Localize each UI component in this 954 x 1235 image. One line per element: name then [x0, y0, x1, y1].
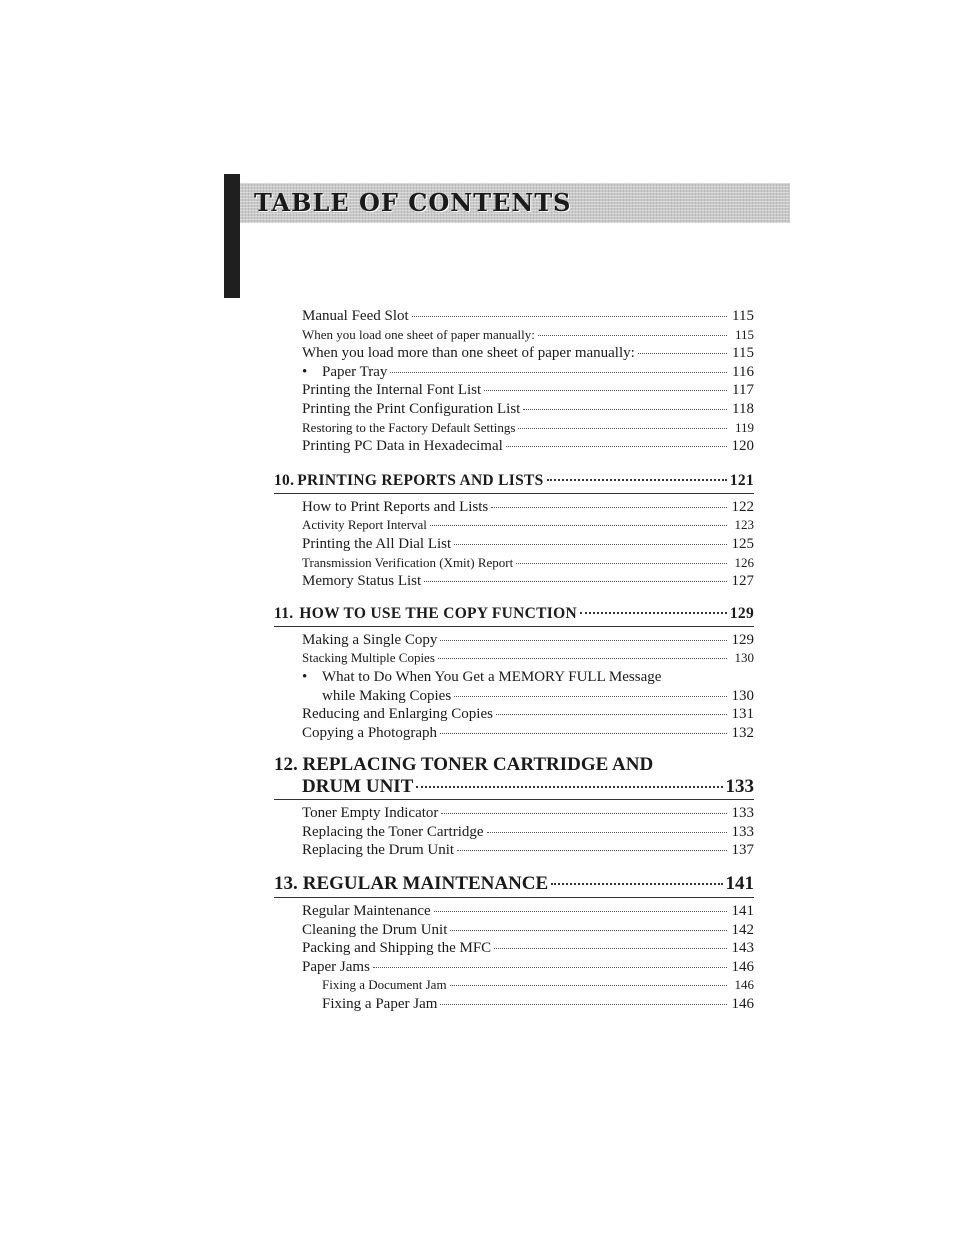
bullet-icon: •	[302, 668, 308, 685]
leader-dots	[430, 525, 727, 526]
toc-entry-text: When you load more than one sheet of paper manually:	[302, 345, 635, 362]
toc-entry-page: 133	[731, 823, 754, 840]
toc-entry-text: Fixing a Document Jam	[322, 977, 447, 993]
leader-dots	[496, 714, 727, 715]
toc-entry-text: How to Print Reports and Lists	[302, 498, 489, 515]
table-of-contents	[274, 307, 754, 1014]
toc-section-13	[274, 872, 754, 1014]
page-title: TABLE OF CONTENTS	[254, 188, 572, 217]
leader-dots	[416, 786, 722, 788]
toc-entry[interactable]	[274, 572, 754, 591]
toc-entry-text: What to Do When You Get a MEMORY FULL Message	[322, 668, 662, 685]
toc-entry[interactable]	[274, 939, 754, 958]
section-number: 13.	[274, 873, 298, 895]
toc-entry-text: Memory Status List	[302, 573, 422, 590]
section-title: REGULAR MAINTENANCE	[302, 873, 549, 895]
toc-entry-text: Paper Tray	[322, 363, 388, 380]
leader-dots	[454, 696, 727, 697]
toc-entry-text: Regular Maintenance	[302, 903, 431, 920]
leader-dots	[450, 985, 727, 986]
toc-entry-text: Replacing the Toner Cartridge	[302, 823, 484, 840]
leader-dots	[516, 563, 727, 564]
toc-entry-page: 146	[734, 977, 754, 993]
toc-entry-text: Transmission Verification (Xmit) Report	[302, 554, 514, 570]
toc-section-12	[274, 754, 754, 860]
toc-entry[interactable]	[274, 687, 754, 706]
toc-intro-block	[274, 307, 754, 456]
section-heading[interactable]	[274, 603, 754, 627]
toc-entry[interactable]	[274, 419, 754, 438]
leader-dots	[454, 544, 727, 545]
leader-dots	[638, 353, 727, 354]
section-number: 12.	[274, 754, 298, 776]
toc-entry-page: 127	[731, 573, 754, 590]
toc-entry-page: 130	[731, 687, 754, 704]
toc-entry[interactable]	[274, 724, 754, 743]
toc-entry-text: Printing PC Data in Hexadecimal	[302, 438, 503, 455]
toc-entry-page: 142	[731, 921, 754, 938]
toc-section-10	[274, 470, 754, 591]
section-heading[interactable]	[274, 754, 754, 800]
leader-dots	[440, 733, 727, 734]
section-page: 129	[729, 604, 754, 622]
section-title: HOW TO USE THE COPY FUNCTION	[299, 604, 577, 622]
leader-dots	[551, 883, 722, 885]
toc-entry-page: 116	[732, 363, 754, 380]
toc-entry-page: 131	[731, 706, 754, 723]
header-side-bar	[224, 174, 240, 298]
toc-entry[interactable]	[274, 668, 754, 687]
toc-entry[interactable]	[274, 554, 754, 573]
leader-dots	[412, 316, 727, 317]
toc-entry-text: Activity Report Interval	[302, 517, 427, 533]
leader-dots	[390, 372, 727, 373]
toc-entry-page: 115	[732, 345, 754, 362]
leader-dots	[538, 335, 727, 336]
toc-entry[interactable]	[274, 958, 754, 977]
toc-entry-text: Reducing and Enlarging Copies	[302, 706, 493, 723]
toc-entry-page: 117	[732, 382, 754, 399]
toc-entry[interactable]	[274, 631, 754, 650]
toc-entry[interactable]	[274, 363, 754, 382]
toc-entry[interactable]	[274, 400, 754, 419]
toc-entry-page: 115	[732, 308, 754, 324]
toc-entry[interactable]	[274, 921, 754, 940]
toc-entry-text: Making a Single Copy	[302, 631, 438, 648]
toc-entry-text: while Making Copies	[322, 687, 452, 704]
toc-entry[interactable]	[274, 307, 754, 326]
toc-entry[interactable]	[274, 516, 754, 535]
toc-entry-text: Printing the Print Configuration List	[302, 400, 521, 417]
toc-entry-page: 146	[731, 996, 754, 1013]
toc-entry-page: 141	[731, 903, 754, 920]
toc-entry-page: 146	[731, 958, 754, 975]
toc-entry[interactable]	[274, 498, 754, 517]
leader-dots	[547, 479, 727, 481]
toc-entry-text: Copying a Photograph	[302, 724, 437, 741]
leader-dots	[487, 832, 727, 833]
section-number: 11.	[274, 604, 294, 622]
section-number: 10.	[274, 471, 295, 489]
toc-entry-page: 120	[731, 438, 754, 455]
toc-entry[interactable]	[274, 823, 754, 842]
leader-dots	[441, 813, 727, 814]
toc-entry-page: 133	[731, 805, 754, 822]
toc-entry-text: Printing the Internal Font List	[302, 382, 482, 399]
toc-entry-text: Restoring to the Factory Default Settings	[302, 419, 516, 435]
toc-entry-page: 130	[734, 650, 754, 666]
toc-entry-page: 122	[731, 498, 754, 515]
toc-entry[interactable]	[274, 841, 754, 860]
toc-entry-text: Manual Feed Slot	[302, 308, 409, 324]
toc-entry-page: 132	[731, 724, 754, 741]
section-title: PRINTING REPORTS AND LISTS	[297, 471, 544, 489]
leader-dots	[424, 581, 727, 582]
leader-dots	[373, 967, 727, 968]
toc-entry-text: Cleaning the Drum Unit	[302, 921, 448, 938]
toc-entry[interactable]	[274, 437, 754, 456]
bullet-icon: •	[302, 363, 308, 380]
toc-entry[interactable]	[274, 381, 754, 400]
toc-entry[interactable]	[274, 705, 754, 724]
leader-dots	[506, 446, 727, 447]
toc-entry-page: 115	[734, 326, 754, 342]
leader-dots	[484, 390, 727, 391]
toc-entry-text: Toner Empty Indicator	[302, 805, 439, 822]
toc-entry-page: 118	[732, 400, 754, 417]
toc-entry[interactable]	[274, 535, 754, 554]
section-title-line1: REPLACING TONER CARTRIDGE AND	[302, 754, 654, 776]
section-heading[interactable]	[274, 470, 754, 494]
toc-entry[interactable]	[274, 326, 754, 345]
toc-entry-text: Printing the All Dial List	[302, 535, 452, 552]
toc-entry-page: 137	[731, 842, 754, 859]
toc-entry-page: 126	[734, 554, 754, 570]
leader-dots	[450, 930, 727, 931]
toc-entry-text: Fixing a Paper Jam	[322, 996, 438, 1013]
toc-entry-text: Packing and Shipping the MFC	[302, 940, 492, 957]
toc-entry-page: 129	[731, 631, 754, 648]
toc-entry-text: When you load one sheet of paper manually:	[302, 326, 535, 342]
toc-entry-page: 125	[731, 535, 754, 552]
leader-dots	[434, 911, 727, 912]
leader-dots	[438, 658, 727, 659]
leader-dots	[518, 428, 727, 429]
leader-dots	[523, 409, 727, 410]
section-page: 121	[729, 471, 754, 489]
toc-entry-page: 143	[731, 940, 754, 957]
leader-dots	[491, 507, 727, 508]
leader-dots	[440, 640, 727, 641]
toc-entry-text: Replacing the Drum Unit	[302, 842, 455, 859]
section-page: 141	[725, 873, 754, 895]
toc-section-11	[274, 603, 754, 743]
toc-entry[interactable]	[274, 649, 754, 668]
toc-entry[interactable]	[274, 804, 754, 823]
toc-entry[interactable]	[274, 902, 754, 921]
leader-dots	[440, 1004, 727, 1005]
leader-dots	[457, 850, 727, 851]
toc-entry[interactable]	[274, 344, 754, 363]
toc-entry-page: 123	[734, 517, 754, 533]
leader-dots	[494, 948, 727, 949]
leader-dots	[580, 612, 727, 614]
toc-entry-text: Paper Jams	[302, 958, 370, 975]
toc-entry-page: 119	[734, 419, 754, 435]
toc-entry-text: Stacking Multiple Copies	[302, 650, 435, 666]
toc-entry[interactable]	[274, 995, 754, 1014]
toc-entry[interactable]	[274, 976, 754, 995]
section-heading[interactable]	[274, 872, 754, 898]
section-page: 133	[725, 776, 754, 798]
section-title-line2: DRUM UNIT	[302, 776, 414, 798]
